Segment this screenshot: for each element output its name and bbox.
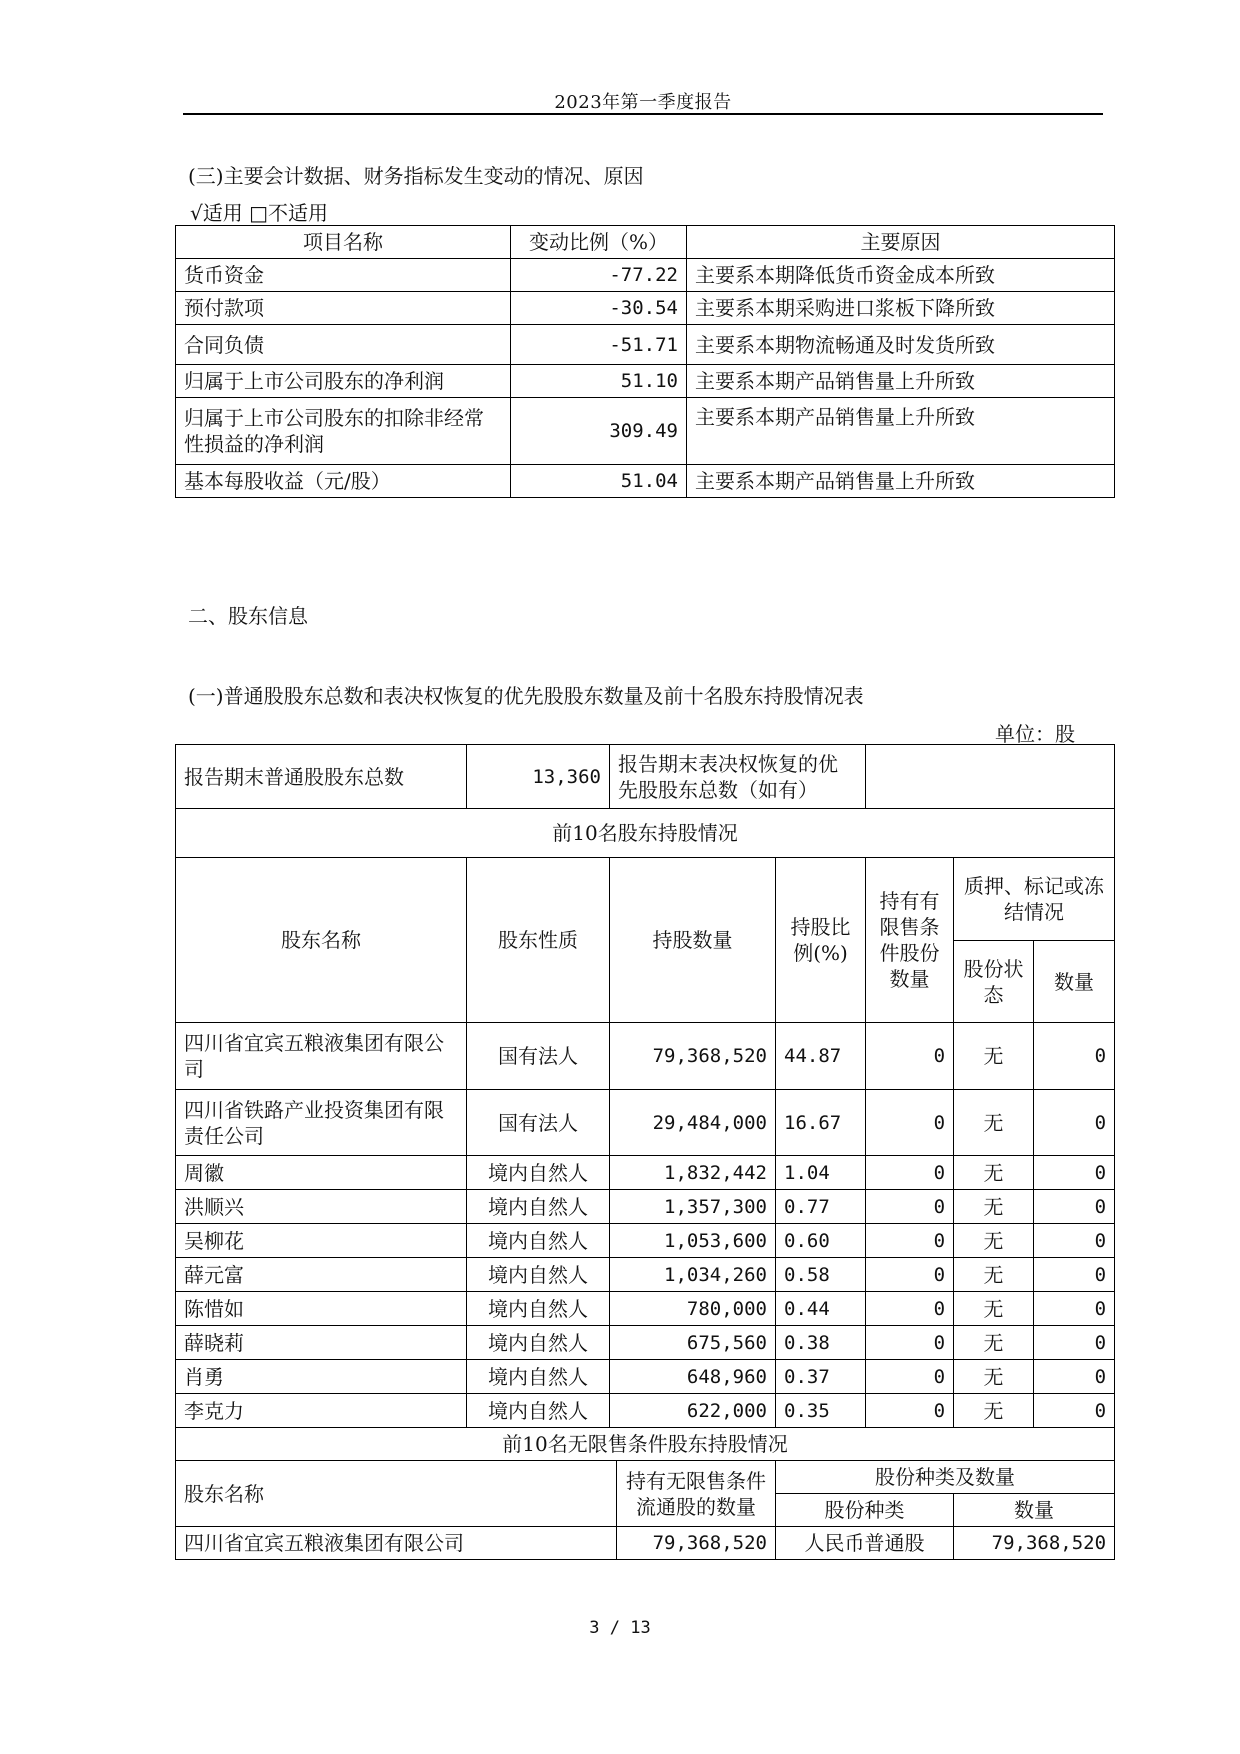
holder-qty: 0 xyxy=(1034,1292,1115,1326)
holder-restricted: 0 xyxy=(866,1326,954,1360)
ratio-cell: 51.10 xyxy=(511,365,687,398)
holder-shares: 29,484,000 xyxy=(610,1090,776,1156)
holder-restricted: 0 xyxy=(866,1394,954,1428)
top10-title: 前10名股东持股情况 xyxy=(176,809,1115,858)
header-holder-name: 股东名称 xyxy=(176,858,467,1023)
holder-name: 周徽 xyxy=(176,1156,467,1190)
item-cell: 合同负债 xyxy=(176,325,511,365)
holder-qty: 0 xyxy=(1034,1156,1115,1190)
page-number: 3 / 13 xyxy=(589,1618,651,1638)
holder-status: 无 xyxy=(954,1190,1034,1224)
holder-name: 薛元富 xyxy=(176,1258,467,1292)
total-shareholders-label: 报告期末普通股股东总数 xyxy=(176,745,467,809)
unrestricted-header-qty: 数量 xyxy=(954,1494,1115,1527)
holder-status: 无 xyxy=(954,1156,1034,1190)
pref-shareholders-value xyxy=(866,745,1115,809)
holder-nature: 国有法人 xyxy=(467,1023,610,1090)
header-ratio: 持股比例(%) xyxy=(776,858,866,1023)
holder-ratio: 0.37 xyxy=(776,1360,866,1394)
holder-nature: 国有法人 xyxy=(467,1090,610,1156)
holder-status: 无 xyxy=(954,1023,1034,1090)
holder-name: 薛晓莉 xyxy=(176,1326,467,1360)
holder-nature: 境内自然人 xyxy=(467,1224,610,1258)
holder-status: 无 xyxy=(954,1360,1034,1394)
holder-nature: 境内自然人 xyxy=(467,1292,610,1326)
holder-qty: 0 xyxy=(1034,1224,1115,1258)
holder-name: 四川省宜宾五粮液集团有限公司 xyxy=(176,1023,467,1090)
unrestricted-name: 四川省宜宾五粮液集团有限公司 xyxy=(176,1527,617,1560)
shareholders-table xyxy=(175,744,1115,1560)
holder-name: 李克力 xyxy=(176,1394,467,1428)
pref-shareholders-label: 报告期末表决权恢复的优先股股东总数（如有） xyxy=(610,745,866,809)
holder-restricted: 0 xyxy=(866,1090,954,1156)
reason-cell: 主要系本期产品销售量上升所致 xyxy=(687,365,1115,398)
header-item: 项目名称 xyxy=(176,226,511,259)
holder-status: 无 xyxy=(954,1258,1034,1292)
holder-shares: 1,053,600 xyxy=(610,1224,776,1258)
holder-nature: 境内自然人 xyxy=(467,1360,610,1394)
total-shareholders-value: 13,360 xyxy=(467,745,610,809)
holder-ratio: 0.44 xyxy=(776,1292,866,1326)
unrestricted-header-type-qty: 股份种类及数量 xyxy=(776,1461,1115,1494)
header-shares: 持股数量 xyxy=(610,858,776,1023)
changes-table xyxy=(175,225,1115,498)
holder-shares: 1,357,300 xyxy=(610,1190,776,1224)
unrestricted-title: 前10名无限售条件股东持股情况 xyxy=(176,1428,1115,1461)
header-pledge: 质押、标记或冻结情况 xyxy=(954,858,1115,941)
holder-status: 无 xyxy=(954,1292,1034,1326)
holder-name: 肖勇 xyxy=(176,1360,467,1394)
holder-status: 无 xyxy=(954,1224,1034,1258)
header-nature: 股东性质 xyxy=(467,858,610,1023)
item-cell: 归属于上市公司股东的扣除非经常性损益的净利润 xyxy=(176,398,511,465)
holder-nature: 境内自然人 xyxy=(467,1326,610,1360)
header-status: 股份状态 xyxy=(954,941,1034,1023)
item-cell: 基本每股收益（元/股） xyxy=(176,465,511,498)
holder-name: 陈惜如 xyxy=(176,1292,467,1326)
header-ratio: 变动比例（%） xyxy=(511,226,687,259)
reason-cell: 主要系本期物流畅通及时发货所致 xyxy=(687,325,1115,365)
item-cell: 货币资金 xyxy=(176,259,511,292)
unrestricted-header-type: 股份种类 xyxy=(776,1494,954,1527)
holder-shares: 622,000 xyxy=(610,1394,776,1428)
holder-name: 吴柳花 xyxy=(176,1224,467,1258)
holder-restricted: 0 xyxy=(866,1190,954,1224)
header-reason: 主要原因 xyxy=(687,226,1115,259)
item-cell: 归属于上市公司股东的净利润 xyxy=(176,365,511,398)
holder-ratio: 0.35 xyxy=(776,1394,866,1428)
ratio-cell: 51.04 xyxy=(511,465,687,498)
ratio-cell: -30.54 xyxy=(511,292,687,325)
holder-status: 无 xyxy=(954,1326,1034,1360)
reason-cell: 主要系本期产品销售量上升所致 xyxy=(687,398,1115,465)
unrestricted-header-count: 持有无限售条件流通股的数量 xyxy=(617,1461,776,1527)
unit-label: 单位：股 xyxy=(995,722,1075,746)
holder-ratio: 0.58 xyxy=(776,1258,866,1292)
holder-qty: 0 xyxy=(1034,1394,1115,1428)
holder-name: 洪顺兴 xyxy=(176,1190,467,1224)
holder-status: 无 xyxy=(954,1090,1034,1156)
unrestricted-qty: 79,368,520 xyxy=(954,1527,1115,1560)
unrestricted-header-name: 股东名称 xyxy=(176,1461,617,1527)
header-rule xyxy=(183,113,1103,115)
holder-shares: 79,368,520 xyxy=(610,1023,776,1090)
holder-nature: 境内自然人 xyxy=(467,1394,610,1428)
holder-nature: 境内自然人 xyxy=(467,1156,610,1190)
holder-shares: 1,034,260 xyxy=(610,1258,776,1292)
holder-qty: 0 xyxy=(1034,1090,1115,1156)
holder-qty: 0 xyxy=(1034,1360,1115,1394)
header-qty: 数量 xyxy=(1034,941,1115,1023)
header-restricted: 持有有限售条件股份数量 xyxy=(866,858,954,1023)
holder-shares: 675,560 xyxy=(610,1326,776,1360)
holder-restricted: 0 xyxy=(866,1360,954,1394)
holder-shares: 1,832,442 xyxy=(610,1156,776,1190)
reason-cell: 主要系本期产品销售量上升所致 xyxy=(687,465,1115,498)
holder-nature: 境内自然人 xyxy=(467,1258,610,1292)
section-title-3: (三)主要会计数据、财务指标发生变动的情况、原因 xyxy=(188,164,644,188)
unrestricted-type: 人民币普通股 xyxy=(776,1527,954,1560)
page-header: 2023年第一季度报告 xyxy=(554,92,732,113)
holder-ratio: 1.04 xyxy=(776,1156,866,1190)
holder-restricted: 0 xyxy=(866,1292,954,1326)
holder-qty: 0 xyxy=(1034,1023,1115,1090)
holder-ratio: 0.77 xyxy=(776,1190,866,1224)
section-title-shareholders: 二、股东信息 xyxy=(188,604,308,628)
holder-restricted: 0 xyxy=(866,1023,954,1090)
item-cell: 预付款项 xyxy=(176,292,511,325)
holder-ratio: 16.67 xyxy=(776,1090,866,1156)
holder-qty: 0 xyxy=(1034,1258,1115,1292)
ratio-cell: -77.22 xyxy=(511,259,687,292)
unrestricted-count: 79,368,520 xyxy=(617,1527,776,1560)
holder-restricted: 0 xyxy=(866,1258,954,1292)
holder-nature: 境内自然人 xyxy=(467,1190,610,1224)
applicable-checkbox-line: √适用 □不适用 xyxy=(190,201,328,225)
holder-name: 四川省铁路产业投资集团有限责任公司 xyxy=(176,1090,467,1156)
reason-cell: 主要系本期采购进口浆板下降所致 xyxy=(687,292,1115,325)
holder-shares: 648,960 xyxy=(610,1360,776,1394)
holder-ratio: 0.60 xyxy=(776,1224,866,1258)
section-title-1: (一)普通股股东总数和表决权恢复的优先股股东数量及前十名股东持股情况表 xyxy=(188,684,864,708)
holder-shares: 780,000 xyxy=(610,1292,776,1326)
holder-ratio: 44.87 xyxy=(776,1023,866,1090)
ratio-cell: 309.49 xyxy=(511,398,687,465)
ratio-cell: -51.71 xyxy=(511,325,687,365)
holder-qty: 0 xyxy=(1034,1190,1115,1224)
reason-cell: 主要系本期降低货币资金成本所致 xyxy=(687,259,1115,292)
holder-ratio: 0.38 xyxy=(776,1326,866,1360)
holder-restricted: 0 xyxy=(866,1224,954,1258)
holder-restricted: 0 xyxy=(866,1156,954,1190)
holder-qty: 0 xyxy=(1034,1326,1115,1360)
holder-status: 无 xyxy=(954,1394,1034,1428)
